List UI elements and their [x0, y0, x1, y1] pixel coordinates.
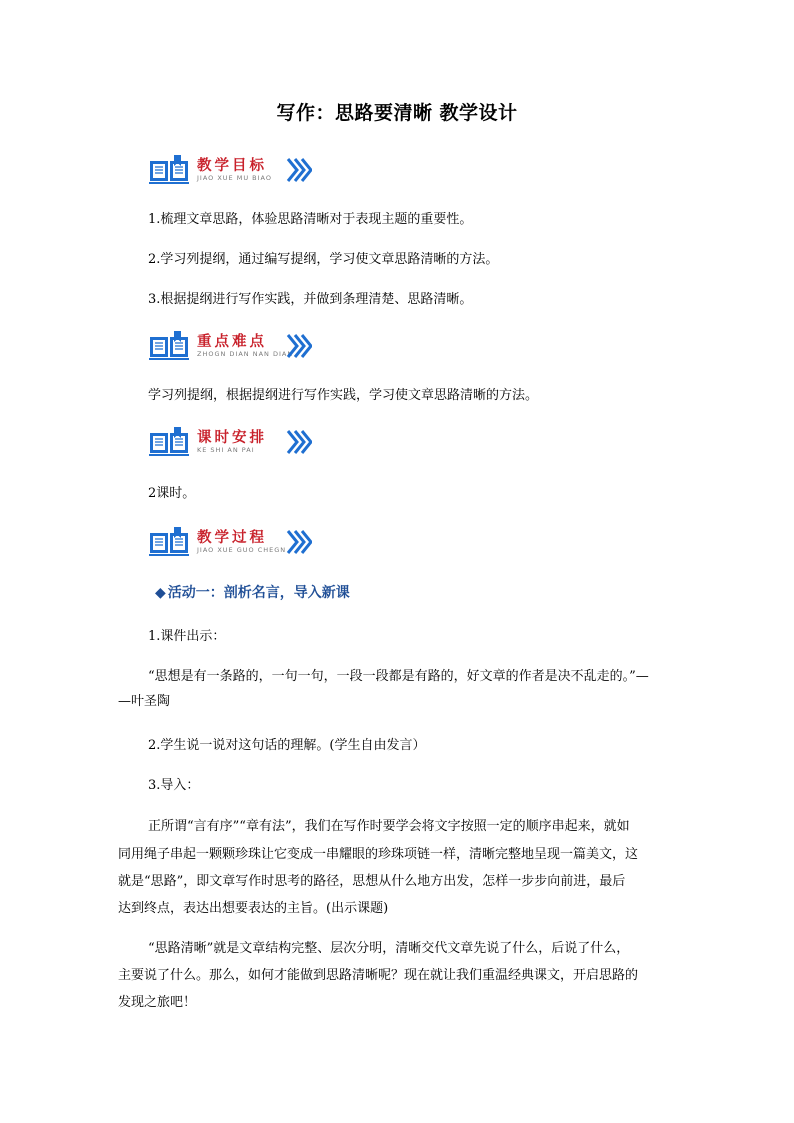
key-points-text: 学习列提纲，根据提纲进行写作实践，学习使文章思路清晰的方法。 — [148, 388, 539, 403]
goal-item: 1.梳理文章思路，体验思路清晰对于表现主题的重要性。 — [148, 212, 473, 227]
activity-heading — [155, 582, 350, 602]
double-chevron-right-icon — [286, 528, 312, 556]
section-pinyin: JIAO XUE MU BIAO — [197, 174, 272, 182]
schedule-text: 2课时。 — [148, 486, 196, 501]
section-pinyin: ZHOGN DIAN NAN DIAN — [197, 350, 294, 358]
diamond-bullet-icon: ◆ — [155, 585, 166, 601]
open-book-icon — [148, 427, 190, 457]
paragraph-line: 主要说了什么。那么，如何才能做到思路清晰呢？现在就让我们重温经典课文，开启思路的 — [118, 968, 639, 983]
section-header-teaching-goals — [148, 153, 348, 189]
process-step: 2.学生说一说对这句话的理解。(学生自由发言） — [148, 738, 426, 753]
page-title: 写作：思路要清晰 教学设计 — [276, 102, 518, 124]
goal-item: 2.学习列提纲，通过编写提纲，学习使文章思路清晰的方法。 — [148, 252, 499, 267]
paragraph-line: “思路清晰”就是文章结构完整、层次分明，清晰交代文章先说了什么，后说了什么， — [148, 941, 630, 956]
paragraph-line: 就是“思路”，即文章写作时思考的路径，思想从什么地方出发，怎样一步步向前进，最后 — [118, 874, 626, 889]
section-title: 课时安排 — [197, 430, 267, 446]
goal-item: 3.根据提纲进行写作实践，并做到条理清楚、思路清晰。 — [148, 292, 473, 307]
paragraph-line: 达到终点，表达出想要表达的主旨。(出示课题) — [118, 901, 389, 916]
open-book-icon — [148, 155, 190, 185]
section-title: 教学目标 — [197, 158, 267, 174]
double-chevron-right-icon — [286, 156, 312, 184]
section-title: 重点难点 — [197, 334, 267, 350]
quote-line: —叶圣陶 — [118, 694, 171, 709]
quote-line: “思想是有一条路的，一句一句，一段一段都是有路的，好文章的作者是决不乱走的。”— — [148, 669, 649, 684]
paragraph-line: 同用绳子串起一颗颗珍珠让它变成一串耀眼的珍珠项链一样，清晰完整地呈现一篇美文，这 — [118, 847, 639, 862]
activity-title: 活动一：剖析名言，导入新课 — [167, 585, 350, 601]
section-header-teaching-process — [148, 525, 348, 561]
section-header-key-points — [148, 329, 348, 365]
section-title: 教学过程 — [197, 530, 267, 546]
paragraph-line: 正所谓“言有序”“章有法”，我们在写作时要学会将文字按照一定的顺序串起来，就如 — [148, 819, 630, 834]
open-book-icon — [148, 527, 190, 557]
double-chevron-right-icon — [286, 428, 312, 456]
open-book-icon — [148, 331, 190, 361]
process-step: 1.课件出示： — [148, 629, 226, 644]
section-pinyin: JIAO XUE GUO CHEGN — [197, 546, 287, 554]
process-step: 3.导入： — [148, 778, 200, 793]
paragraph-line: 发现之旅吧！ — [118, 995, 197, 1010]
double-chevron-right-icon — [286, 332, 312, 360]
section-pinyin: KE SHI AN PAI — [197, 446, 255, 454]
section-header-schedule — [148, 425, 348, 461]
